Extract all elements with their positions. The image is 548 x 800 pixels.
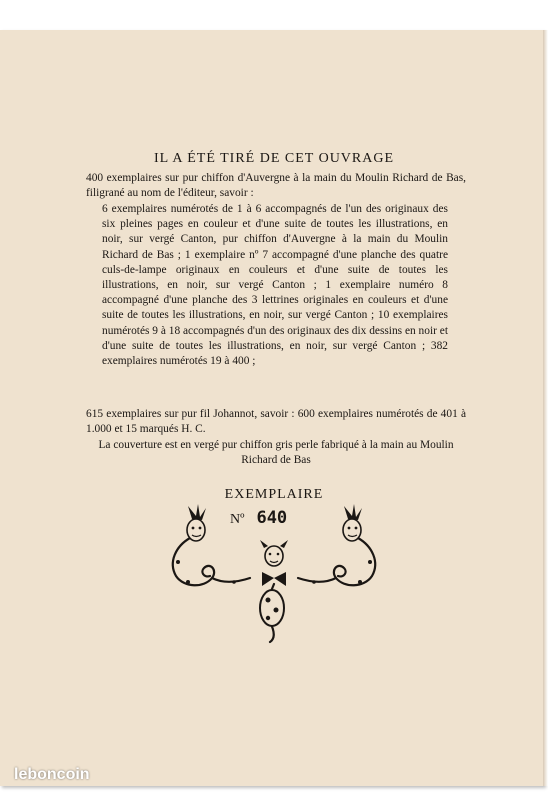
paragraph-couverture: La couverture est en vergé pur chiffon gris perle fabriqué à la main au Moulin Richard de Bas [98,439,454,467]
leboncoin-watermark: leboncoin [14,766,90,783]
number-prefix: Nº [230,512,245,527]
grotesque-serpents-ornament-icon [158,498,390,644]
page-edge [543,30,548,786]
paragraph-chiffon: 400 exemplaires sur pur chiffon d'Auvergne à la main du Moulin Richard de Bas, filigrané au nom de l'éditeur, savoir : [86,172,466,200]
colophon-title: IL A ÉTÉ TIRÉ DE CET OUVRAGE [153,151,395,166]
paragraph-johannot: 615 exemplaires sur pur fil Johannot, savoir : 600 exemplaires numérotés de 401 à 1.000 et 15 marqués H. C. [86,408,466,436]
exemplaire-label: EXEMPLAIRE [224,487,324,502]
exemplaire-number: 640 [256,508,288,528]
paragraph-breakdown: 6 exemplaires numérotés de 1 à 6 accompagnés de l'un des originaux des six pleines pages en couleur et d'une suite de toutes les illustrations, en noir, sur vergé Canton, pur chiffon d'Auvergne à la main du Moulin Richard de Bas ; 1 exemplaire nº 7 accompagné d'une planche des quatre culs-de-lampe originaux en couleurs et d'une suite de toutes les illustrations, en noir, sur vergé Canton ; 1 exemplaire numéro 8 accompagné d'une planche des 3 lettrines originales en couleurs et d'une suite de toutes les illustrations, en noir, sur vergé Canton ; 10 exemplaires numérotés 9 à 18 accompagnés d'un des originaux des dix dessins en noir et d'une suite de toutes les illustrations, en noir, sur vergé Canton ; 382 exemplaires numérotés 19 à 400 ; [102,203,448,368]
